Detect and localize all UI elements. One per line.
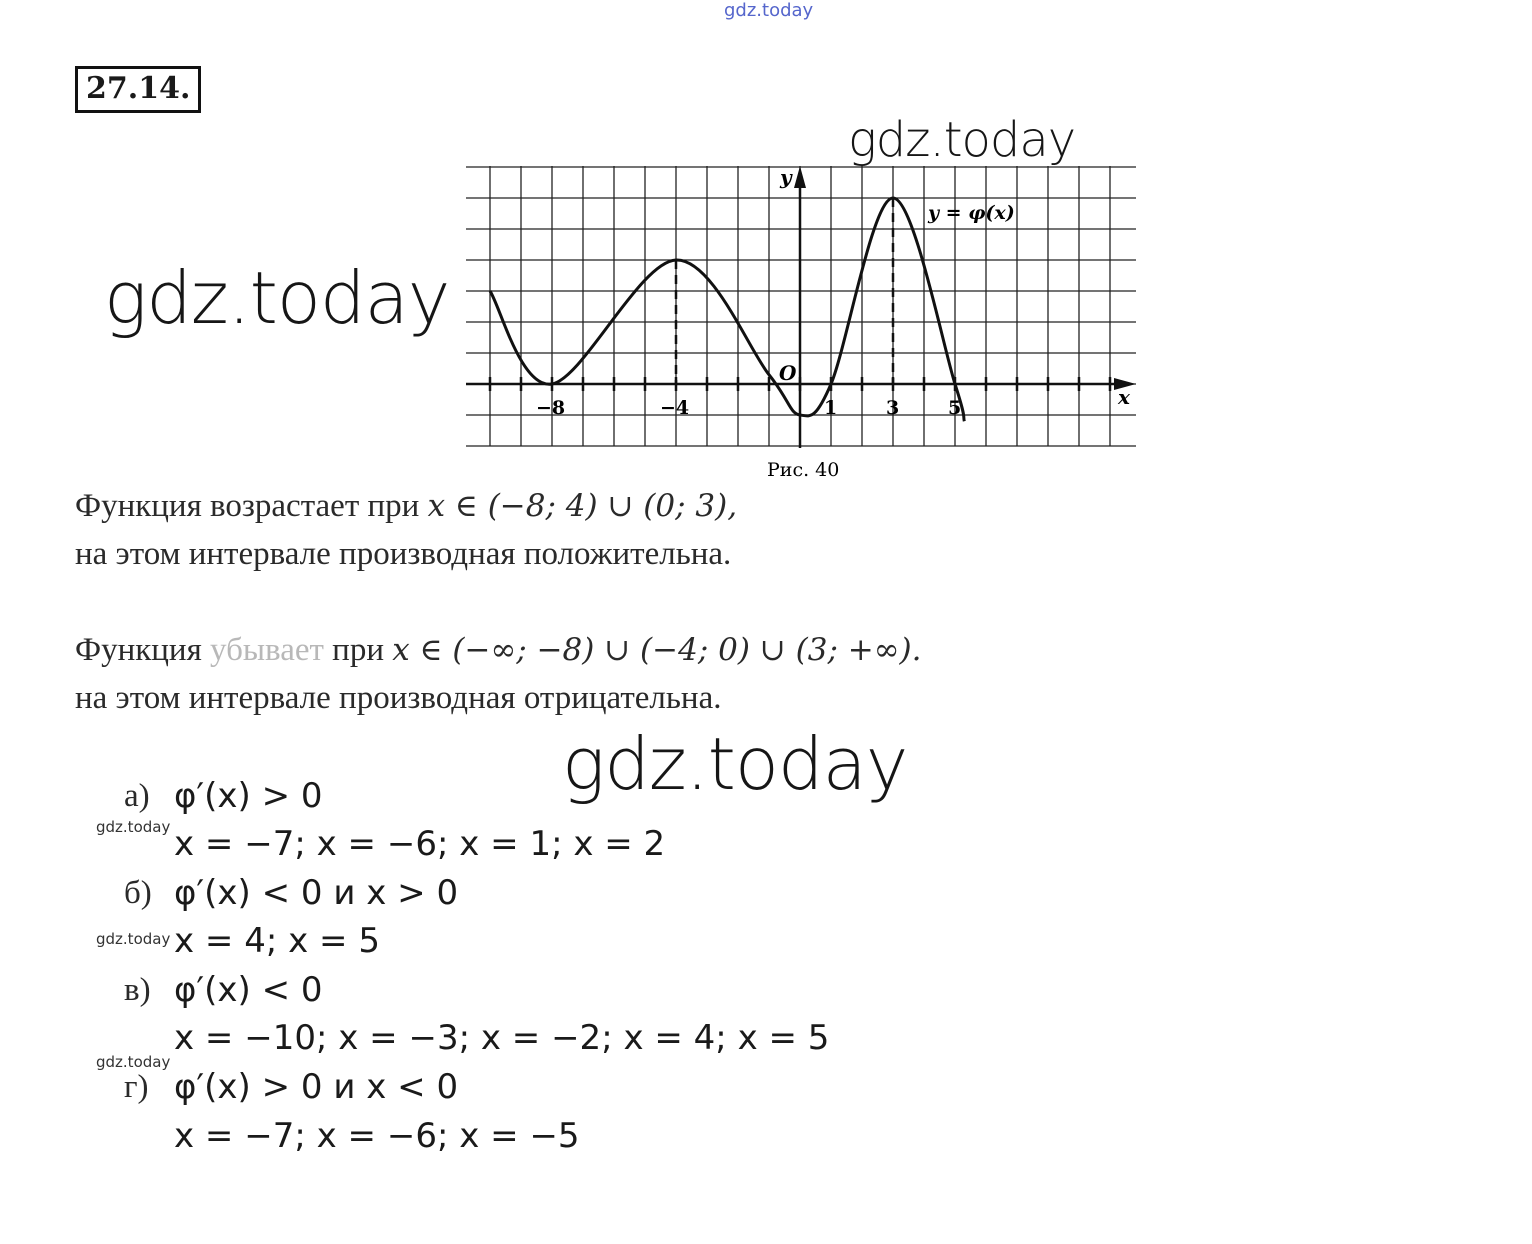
answer-a-label: а) — [124, 778, 150, 814]
watermark-small-c: gdz.today — [96, 1053, 171, 1071]
decrease-mid: при — [323, 632, 393, 668]
x-axis-label: x — [1118, 385, 1130, 409]
problem-number: 27.14. — [75, 66, 201, 113]
watermark-graph: gdz.today — [848, 112, 1076, 168]
decrease-prefix: Функция — [75, 632, 211, 668]
answer-b-label: б) — [124, 875, 152, 911]
tick-label: 1 — [824, 397, 838, 419]
watermark-middle: gdz.today — [562, 722, 908, 806]
y-axis-label: y — [780, 165, 792, 189]
answer-b-values: x = 4; x = 5 — [174, 921, 380, 961]
graph-axes — [466, 166, 1136, 448]
answer-c-values: x = −10; x = −3; x = −2; x = 4; x = 5 — [174, 1018, 830, 1058]
figure-caption: Рис. 40 — [767, 459, 840, 481]
answer-b-condition: φ′(x) < 0 и x > 0 — [174, 873, 459, 913]
answer-a-values: x = −7; x = −6; x = 1; x = 2 — [174, 824, 666, 864]
axis-ticks — [490, 377, 1110, 391]
origin-label: O — [779, 361, 797, 385]
decrease-word: убывает — [210, 632, 324, 668]
decrease-line-1 — [75, 632, 922, 669]
watermark-small-a: gdz.today — [96, 818, 171, 836]
increase-line-1 — [75, 488, 737, 525]
watermark-small-b: gdz.today — [96, 930, 171, 948]
answer-c-label: в) — [124, 972, 151, 1008]
tick-labels — [536, 397, 961, 419]
answer-d-label: г) — [124, 1069, 149, 1105]
function-graph — [0, 0, 1532, 500]
answer-d-condition: φ′(x) > 0 и x < 0 — [174, 1067, 459, 1107]
answer-a-condition: φ′(x) > 0 — [174, 776, 323, 816]
tick-label: 5 — [948, 397, 962, 419]
answer-d-values: x = −7; x = −6; x = −5 — [174, 1116, 580, 1156]
increase-prefix: Функция возрастает при — [75, 488, 428, 524]
tick-label: −4 — [660, 397, 690, 419]
answer-c-condition: φ′(x) < 0 — [174, 970, 323, 1010]
decrease-interval: x ∈ (−∞; −8) ∪ (−4; 0) ∪ (3; +∞). — [392, 632, 922, 668]
decrease-line-2: на этом интервале производная отрицательна. — [75, 680, 722, 716]
increase-line-2: на этом интервале производная положительна. — [75, 536, 732, 572]
watermark-left: gdz.today — [104, 256, 453, 340]
tick-label: 3 — [886, 397, 900, 419]
tick-label: −8 — [536, 397, 566, 419]
increase-interval: x ∈ (−8; 4) ∪ (0; 3), — [427, 488, 738, 524]
watermark-top: gdz.today — [724, 0, 814, 21]
curve-label: y = φ(x) — [928, 202, 1015, 224]
